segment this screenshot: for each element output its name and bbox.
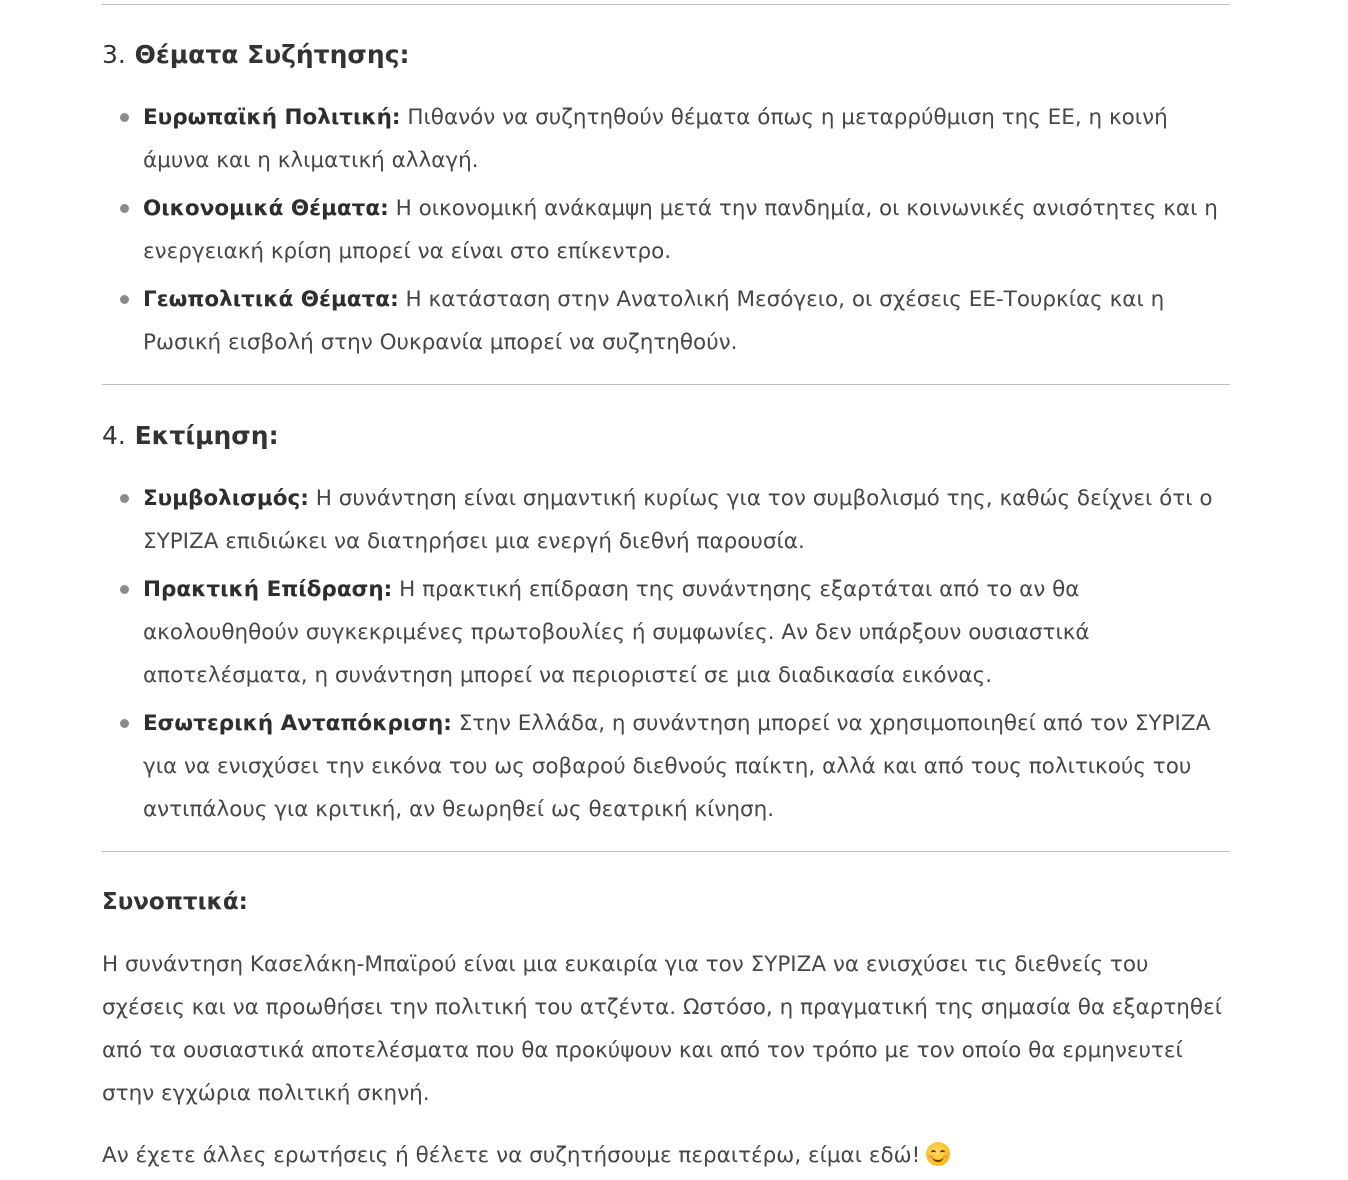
section-heading-assessment [102, 420, 279, 452]
list-item-text: Στην Ελλάδα, η συνάντηση μπορεί να χρησιμοποιηθεί από τον ΣΥΡΙΖΑ για να ενισχύσει την εικόνα του ως σοβαρού διεθνούς παίκτη, αλλά και από τους πολιτικούς του αντιπάλους για κριτική, αν θεωρηθεί ως θεατρική κίνηση. [143, 711, 1211, 822]
list-item-term: Εσωτερική Ανταπόκριση: [143, 711, 452, 736]
list-item [102, 702, 1230, 831]
summary-paragraph: Η συνάντηση Κασελάκη-Μπαϊρού είναι μια ευκαιρία για τον ΣΥΡΙΖΑ να ενισχύσει τις διεθνείς του σχέσεις και να προωθήσει την πολιτική του ατζέντα. Ωστόσο, η πραγματική της σημασία θα εξαρτηθεί από τα ουσιαστικά αποτελέσματα που θα προκύψουν και από τον τρόπο με τον οποίο θα ερμηνευτεί στην εγχώρια πολιτική σκηνή. [102, 952, 1222, 1106]
list-item-term: Πρακτική Επίδραση: [143, 577, 393, 602]
section-heading-discussion-topics [102, 39, 410, 71]
closing-paragraph [102, 1134, 1230, 1177]
divider [102, 4, 1230, 5]
bullet-icon [120, 494, 129, 503]
section-number: 4. [102, 421, 126, 450]
list-item [102, 477, 1230, 563]
discussion-topics-list [102, 96, 1230, 369]
list-item-term: Ευρωπαϊκή Πολιτική: [143, 105, 401, 130]
bullet-icon [120, 719, 129, 728]
list-item [102, 568, 1230, 697]
closing-text: Αν έχετε άλλες ερωτήσεις ή θέλετε να συζητήσουμε περαιτέρω, είμαι εδώ! [102, 1143, 921, 1168]
assessment-list [102, 477, 1230, 836]
bullet-icon [120, 113, 129, 122]
list-item-term: Οικονομικά Θέματα: [143, 196, 389, 221]
list-item [102, 278, 1230, 364]
list-item [102, 187, 1230, 273]
bullet-icon [120, 585, 129, 594]
list-item-text: Η οικονομική ανάκαμψη μετά την πανδημία, οι κοινωνικές ανισότητες και η ενεργειακή κρίση μπορεί να είναι στο επίκεντρο. [143, 196, 1218, 264]
bullet-icon [120, 295, 129, 304]
section-title: Εκτίμηση: [134, 421, 279, 450]
section-title: Θέματα Συζήτησης: [134, 40, 410, 69]
list-item-term: Γεωπολιτικά Θέματα: [143, 287, 399, 312]
list-item-text: Η πρακτική επίδραση της συνάντησης εξαρτάται από το αν θα ακολουθηθούν συγκεκριμένες πρωτοβουλίες ή συμφωνίες. Αν δεν υπάρξουν ουσιαστικά αποτελέσματα, η συνάντηση μπορεί να περιοριστεί σε μια διαδικασία εικόνας. [143, 577, 1090, 688]
list-item [102, 96, 1230, 182]
smiling-face-icon [926, 1142, 950, 1166]
divider [102, 384, 1230, 385]
summary-heading [102, 886, 248, 918]
bullet-icon [120, 204, 129, 213]
section-number: 3. [102, 40, 126, 69]
divider [102, 851, 1230, 852]
list-item-text: Πιθανόν να συζητηθούν θέματα όπως η μεταρρύθμιση της ΕΕ, η κοινή άμυνα και η κλιματική αλλαγή. [143, 105, 1168, 173]
list-item-term: Συμβολισμός: [143, 486, 309, 511]
list-item-text: Η συνάντηση είναι σημαντική κυρίως για τον συμβολισμό της, καθώς δείχνει ότι ο ΣΥΡΙΖΑ επιδιώκει να διατηρήσει μια ενεργή διεθνή παρουσία. [143, 486, 1213, 554]
list-item-text: Η κατάσταση στην Ανατολική Μεσόγειο, οι σχέσεις ΕΕ-Τουρκίας και η Ρωσική εισβολή στην Ουκρανία μπορεί να συζητηθούν. [143, 287, 1165, 355]
summary-title: Συνοπτικά: [102, 889, 248, 915]
